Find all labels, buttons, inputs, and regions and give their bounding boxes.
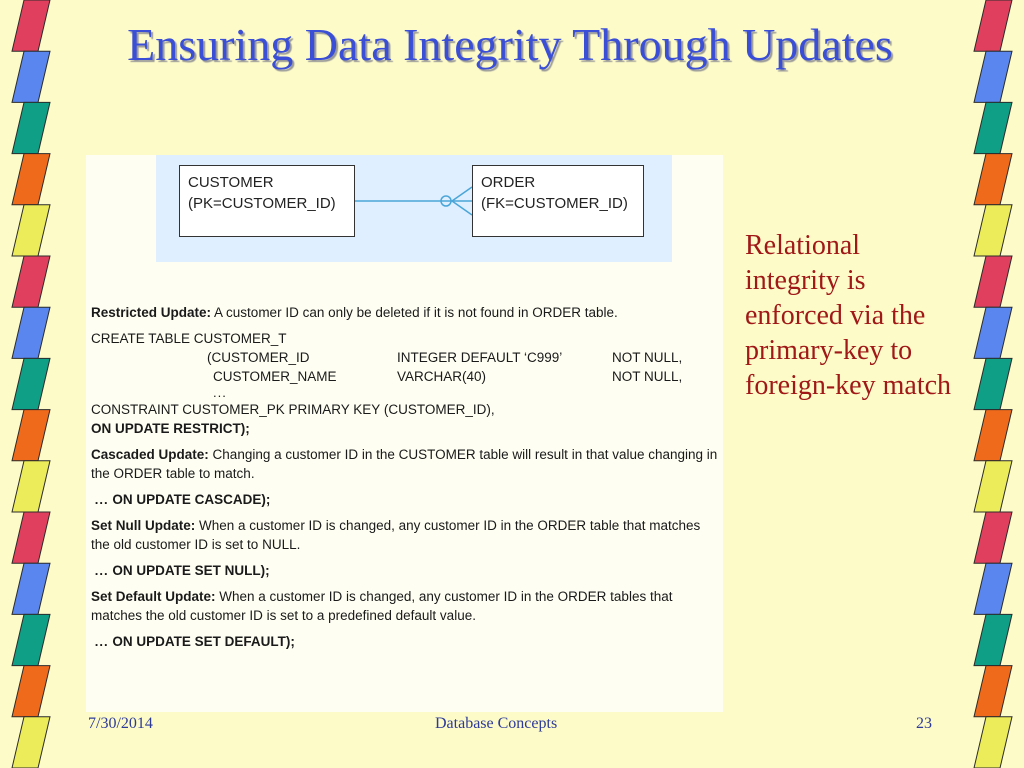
set-null-text: When a customer ID is changed, any customer ID in the ORDER table that matches the old customer ID is set to NULL. [91,518,701,552]
order-entity [472,165,644,237]
border-tile [974,0,1012,51]
update-rules-text [91,303,721,658]
border-tile [12,358,50,409]
restricted-update-label: Restricted Update: [91,305,212,320]
set-default-label: Set Default Update: [91,589,216,604]
set-default-text: When a customer ID is changed, any customer ID in the ORDER tables that matches the old customer ID is set to a predefined default value. [91,589,673,623]
set-default-paragraph [91,587,721,625]
cascaded-update-label: Cascaded Update: [91,447,209,462]
column-type: INTEGER DEFAULT ‘C999’ [397,350,563,365]
border-tile [12,512,50,563]
slide-title: Ensuring Data Integrity Through Updates [127,19,893,70]
border-tile [974,512,1012,563]
border-tile [974,256,1012,307]
ellipsis: ... [94,492,109,507]
border-tile [974,102,1012,153]
side-note: Relational integrity is enforced via the primary-key to foreign-key match [745,230,952,401]
er-diagram [156,155,672,262]
column-type: VARCHAR(40) [397,369,487,384]
border-tile [12,563,50,614]
border-tile [12,666,50,717]
order-entity-name: ORDER [481,174,536,191]
border-tile [974,717,1012,768]
customer-entity-name: CUSTOMER [188,174,274,191]
border-tile [974,205,1012,256]
border-tile [974,358,1012,409]
border-tile [12,410,50,461]
cascaded-update-text: Changing a customer ID in the CUSTOMER table will result in that value changing in the ORDER table to match. [91,447,718,481]
border-tile [974,51,1012,102]
right-tile-border [962,0,1022,768]
column-constraint: NOT NULL, [612,350,683,365]
code-row-customer-name [91,367,721,386]
left-tile-border [0,0,60,768]
footer-title: Database Concepts [435,715,558,732]
border-tile [974,410,1012,461]
ellipsis: ... [213,385,227,400]
border-tile [12,0,50,51]
footer-date: 7/30/2014 [88,715,153,732]
border-tile [974,614,1012,665]
border-tile [974,666,1012,717]
create-table-line: CREATE TABLE CUSTOMER_T [91,331,287,346]
restricted-update-paragraph [91,303,721,322]
customer-entity-key: (PK=CUSTOMER_ID) [188,195,336,212]
border-tile [12,307,50,358]
border-tile [12,614,50,665]
column-name: (CUSTOMER_ID [207,350,310,365]
cascade-code: ON UPDATE CASCADE); [112,492,271,507]
border-tile [12,154,50,205]
ellipsis: ... [94,563,109,578]
code-row-ellipsis [91,386,721,400]
footer-page-number: 23 [916,715,932,732]
border-tile [974,563,1012,614]
border-tile [12,256,50,307]
column-name: CUSTOMER_NAME [213,369,337,384]
column-constraint: NOT NULL, [612,369,683,384]
set-null-label: Set Null Update: [91,518,196,533]
border-tile [974,307,1012,358]
border-tile [974,461,1012,512]
set-null-code: ON UPDATE SET NULL); [112,563,270,578]
code-row-customer-id [91,348,721,367]
set-default-code: ON UPDATE SET DEFAULT); [112,634,295,649]
restricted-update-text: A customer ID can only be deleted if it is not found in ORDER table. [211,305,618,320]
ellipsis: ... [94,634,109,649]
border-tile [12,51,50,102]
set-null-paragraph [91,516,721,554]
border-tile [12,205,50,256]
create-table-block [91,329,721,438]
border-tile [974,154,1012,205]
order-entity-key: (FK=CUSTOMER_ID) [481,195,628,212]
figure-panel [86,155,723,712]
cascade-code-line [91,490,721,509]
border-tile [12,461,50,512]
set-null-code-line [91,561,721,580]
border-tile [12,102,50,153]
border-tile [12,717,50,768]
set-default-code-line [91,632,721,651]
on-update-restrict-line: ON UPDATE RESTRICT); [91,421,250,436]
constraint-line: CONSTRAINT CUSTOMER_PK PRIMARY KEY (CUSTOMER_ID), [91,402,495,417]
cascaded-update-paragraph [91,445,721,483]
